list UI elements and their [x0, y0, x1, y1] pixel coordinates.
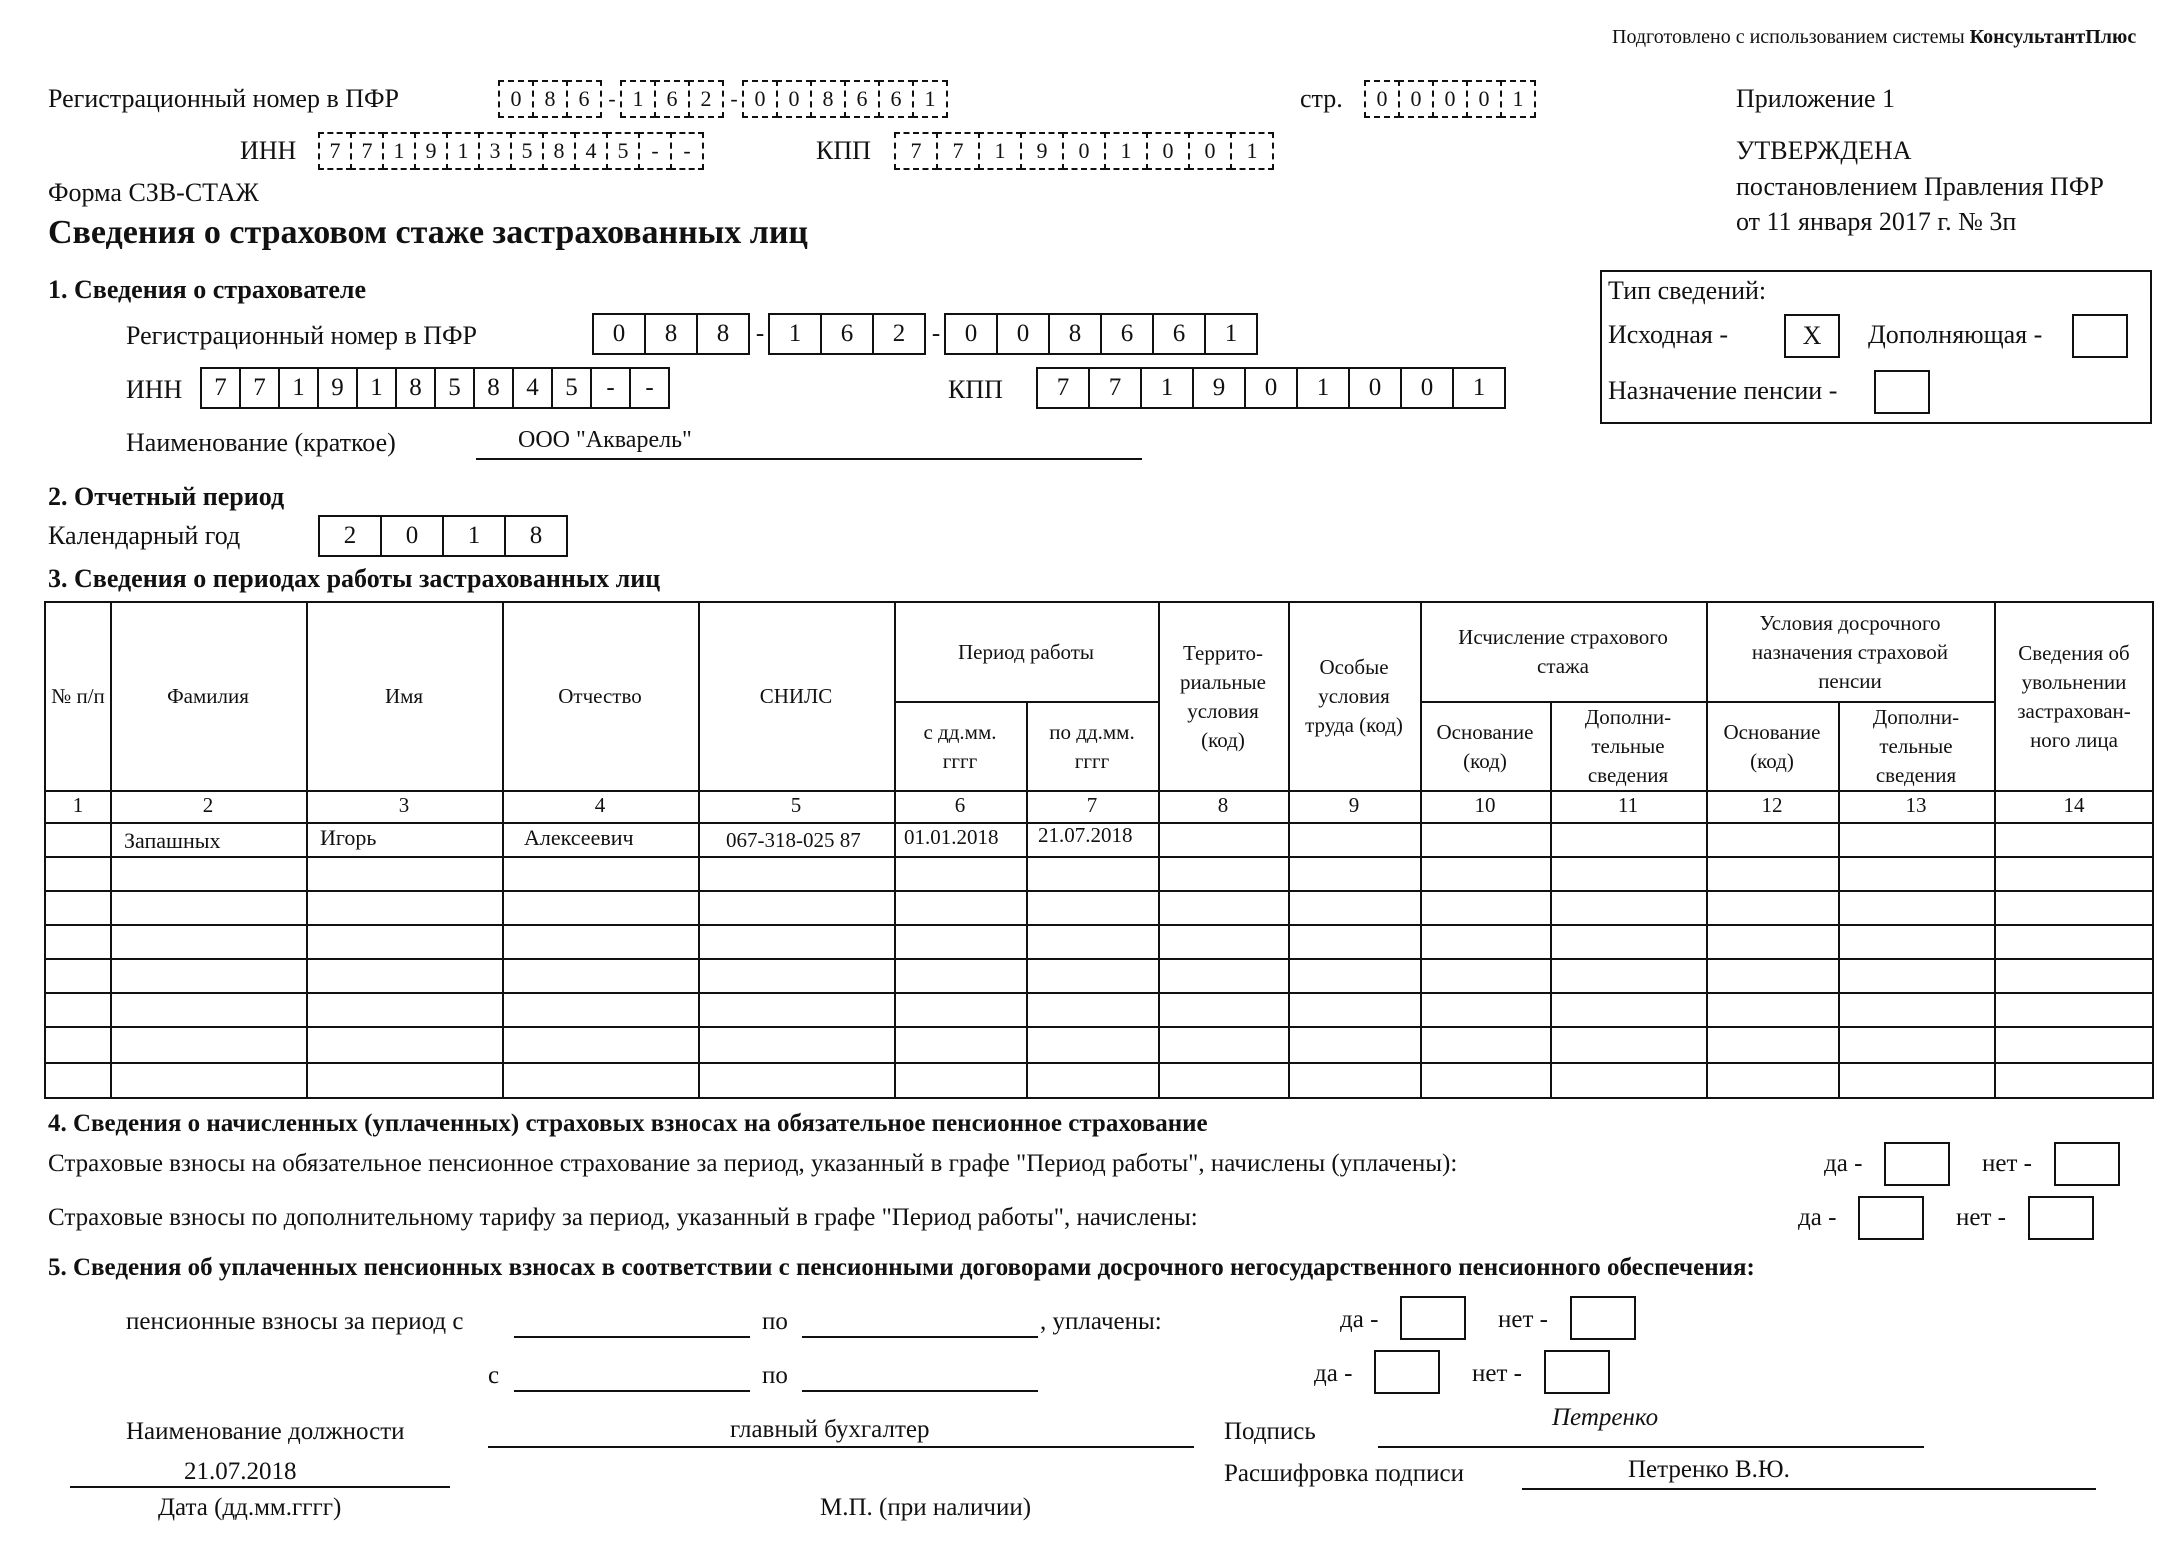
digit-cell: 9 [1192, 367, 1246, 409]
digit-cell: 0 [1348, 367, 1402, 409]
header-inn-label: ИНН [240, 136, 297, 165]
col-period: Период работы [957, 639, 1095, 664]
form-name: Форма СЗВ-СТАЖ [48, 178, 259, 207]
col-number: 8 [1217, 793, 1229, 817]
digit-cell: 8 [696, 313, 750, 355]
digit-cell: 7 [1088, 367, 1142, 409]
s4-line2-no-box[interactable] [2028, 1196, 2094, 1240]
digit-cell: 8 [810, 80, 846, 118]
digit-cell: 8 [532, 80, 568, 118]
digit-cell: 0 [1364, 80, 1400, 118]
col-number: 9 [1348, 793, 1360, 817]
decode-value: Петренко В.Ю. [1628, 1456, 1790, 1483]
digit-cell: 1 [356, 367, 397, 409]
digit-cell: 0 [1400, 367, 1454, 409]
digit-cell: 1 [1230, 132, 1274, 170]
sign-underline [1378, 1446, 1924, 1448]
s5-to-label-1: по [762, 1308, 788, 1335]
page-number [1364, 80, 1536, 118]
digit-cell: 3 [478, 132, 512, 170]
digit-cell: 5 [551, 367, 592, 409]
s2-year-label: Календарный год [48, 521, 241, 550]
form-title: Сведения о страховом стаже застрахованных лиц [48, 214, 809, 251]
digit-cell: - [638, 132, 672, 170]
digit-cell: 9 [414, 132, 448, 170]
col-number: 2 [202, 793, 214, 817]
digit-cell: 0 [1398, 80, 1434, 118]
signature-mark: Петренко [1552, 1404, 1659, 1431]
col-name: Имя [384, 684, 424, 708]
approved-line1: постановлением Правления ПФР [1736, 172, 2104, 201]
s4-line1-yes-box[interactable] [1884, 1142, 1950, 1186]
section5-heading: 5. Сведения об уплаченных пенсионных взносах в соответствии с пенсионными договорами досрочного негосударственного пенсионного обеспечения: [48, 1254, 1755, 1281]
digit-cell: 7 [894, 132, 938, 170]
section4-heading: 4. Сведения о начисленных (уплаченных) страховых взносах на обязательное пенсионное страхование [48, 1110, 1208, 1137]
digit-cell: 6 [654, 80, 690, 118]
appendix-label: Приложение 1 [1736, 84, 1896, 113]
col-calc: Исчисление страхового стажа [1458, 625, 1668, 678]
s5-to-line-2[interactable] [802, 1390, 1038, 1392]
digit-cell: 1 [382, 132, 416, 170]
header-kpp-label: КПП [816, 136, 871, 165]
digit-cell: 5 [606, 132, 640, 170]
digit-cell: 0 [1062, 132, 1106, 170]
digit-cell: 6 [1100, 313, 1154, 355]
s4-line1-yes-label: да - [1824, 1150, 1863, 1177]
digit-cell: 0 [776, 80, 812, 118]
header-reg-number [498, 80, 948, 118]
s2-year [318, 515, 568, 557]
digit-cell: 6 [878, 80, 914, 118]
digit-cell: 6 [1152, 313, 1206, 355]
s1-name-value: ООО "Акварель" [518, 427, 692, 453]
s1-name-label: Наименование (краткое) [126, 428, 396, 457]
initial-checkbox[interactable]: X [1784, 314, 1840, 358]
col-surname: Фамилия [167, 684, 249, 708]
digit-cell: 0 [742, 80, 778, 118]
s5-from-line-1[interactable] [514, 1336, 750, 1338]
col-number: 4 [594, 793, 606, 817]
s5-row1-no-box[interactable] [1570, 1296, 1636, 1340]
digit-cell: 4 [512, 367, 553, 409]
pension-label: Назначение пенсии - [1608, 376, 1838, 405]
digit-cell: 0 [592, 313, 646, 355]
s5-row1-no-label: нет - [1498, 1306, 1548, 1333]
digit-cell: 1 [1140, 367, 1194, 409]
dash-separator: - [931, 320, 941, 347]
position-label: Наименование должности [126, 1418, 405, 1445]
sign-label: Подпись [1224, 1418, 1316, 1445]
row1-from: 01.01.2018 [904, 825, 999, 849]
s1-reg-label: Регистрационный номер в ПФР [126, 321, 477, 350]
digit-cell: 2 [688, 80, 724, 118]
digit-cell: 4 [574, 132, 608, 170]
col-number: 5 [790, 793, 802, 817]
col-number: 14 [2063, 793, 2085, 817]
s5-from-line-2[interactable] [514, 1390, 750, 1392]
dash-separator: - [755, 320, 765, 347]
digit-cell: 0 [1432, 80, 1468, 118]
digit-cell: 0 [1244, 367, 1298, 409]
col-dismissal: Сведения об увольнении застрахован-ного лица [2017, 640, 2131, 752]
prepared-brand: КонсультантПлюс [1969, 26, 2137, 48]
supplementary-label: Дополняющая - [1868, 320, 2043, 349]
position-value: главный бухгалтер [730, 1416, 930, 1443]
row1-name: Игорь [320, 825, 377, 850]
s4-line2-yes-box[interactable] [1858, 1196, 1924, 1240]
s4-line2: Страховые взносы по дополнительному тарифу за период, указанный в графе "Период работы", начислены: [48, 1204, 1198, 1231]
digit-cell: - [590, 367, 631, 409]
col-patronymic: Отчество [558, 684, 642, 708]
work-periods-table [44, 601, 2154, 1099]
digit-cell: 1 [912, 80, 948, 118]
digit-cell: 1 [446, 132, 480, 170]
col-number: 11 [1617, 793, 1639, 817]
row1-surname: Запашных [124, 828, 221, 853]
col-no: № п/п [51, 684, 105, 708]
col-from: с дд.мм. гггг [923, 719, 997, 773]
digit-cell: 1 [278, 367, 319, 409]
approved-title: УТВЕРЖДЕНА [1736, 136, 1912, 165]
digit-cell: 8 [644, 313, 698, 355]
digit-cell: 0 [380, 515, 444, 557]
col-early-extra: Дополни-тельные сведения [1872, 705, 1960, 787]
digit-cell: 1 [1500, 80, 1536, 118]
digit-cell: 5 [510, 132, 544, 170]
digit-cell: 6 [844, 80, 880, 118]
s5-paid-label: , уплачены: [1040, 1308, 1162, 1335]
row1-patronymic: Алексеевич [524, 825, 634, 850]
dash-separator: - [608, 86, 616, 111]
digit-cell: 9 [1020, 132, 1064, 170]
s5-row2-yes-label: да - [1314, 1360, 1353, 1387]
digit-cell: 7 [936, 132, 980, 170]
digit-cell: 0 [996, 313, 1050, 355]
s1-inn-number [200, 367, 670, 409]
digit-cell: 7 [239, 367, 280, 409]
col-number: 1 [72, 793, 84, 817]
s1-kpp-label: КПП [948, 375, 1003, 404]
digit-cell: 8 [473, 367, 514, 409]
col-number: 6 [954, 793, 966, 817]
s4-line1: Страховые взносы на обязательное пенсионное страхование за период, указанный в графе "Период работы", начислены (уплачены): [48, 1150, 1458, 1177]
col-special: Особые условия труда (код) [1305, 655, 1403, 737]
col-to: по дд.мм. гггг [1049, 719, 1135, 773]
digit-cell: 7 [1036, 367, 1090, 409]
s4-line1-no-label: нет - [1982, 1150, 2032, 1177]
prepared-note [1612, 26, 2136, 49]
digit-cell: 1 [442, 515, 506, 557]
digit-cell: 8 [542, 132, 576, 170]
s1-reg-number [592, 313, 1258, 355]
col-snils: СНИЛС [759, 684, 833, 708]
digit-cell: 1 [978, 132, 1022, 170]
approved-line2: от 11 января 2017 г. № 3п [1736, 207, 2017, 236]
s1-name-underline [476, 458, 1142, 460]
s5-row2-no-box[interactable] [1544, 1350, 1610, 1394]
section2-heading: 2. Отчетный период [48, 482, 285, 511]
initial-label: Исходная - [1608, 320, 1729, 349]
date-label: Дата (дд.мм.гггг) [158, 1494, 342, 1521]
digit-cell: 7 [350, 132, 384, 170]
header-kpp-number [894, 132, 1274, 170]
prepared-note-text: Подготовлено с использованием системы [1612, 26, 1965, 48]
pension-checkbox[interactable] [1874, 370, 1930, 414]
s5-to-label-2: по [762, 1362, 788, 1389]
digit-cell: 9 [317, 367, 358, 409]
col-territory: Террито-риальные условия (код) [1180, 640, 1266, 752]
digit-cell: 0 [1466, 80, 1502, 118]
digit-cell: 1 [1204, 313, 1258, 355]
digit-cell: 1 [768, 313, 822, 355]
digit-cell: 0 [1146, 132, 1190, 170]
digit-cell: 8 [504, 515, 568, 557]
s5-row1-yes-box[interactable] [1400, 1296, 1466, 1340]
date-value: 21.07.2018 [184, 1458, 297, 1485]
header-reg-label: Регистрационный номер в ПФР [48, 84, 399, 113]
col-number: 13 [1905, 793, 1927, 817]
digit-cell: 8 [395, 367, 436, 409]
section3-heading: 3. Сведения о периодах работы застрахованных лиц [48, 564, 661, 593]
s5-row1-yes-label: да - [1340, 1306, 1379, 1333]
s1-inn-label: ИНН [126, 375, 183, 404]
s4-line2-yes-label: да - [1798, 1204, 1837, 1231]
supplementary-checkbox[interactable] [2072, 314, 2128, 358]
s5-to-line-1[interactable] [802, 1336, 1038, 1338]
row1-to: 21.07.2018 [1038, 823, 1133, 847]
col-calc-extra: Дополни-тельные сведения [1584, 705, 1672, 787]
digit-cell: 6 [566, 80, 602, 118]
digit-cell: 5 [434, 367, 475, 409]
decode-label: Расшифровка подписи [1224, 1460, 1464, 1487]
digit-cell: 7 [318, 132, 352, 170]
type-box [1600, 270, 2152, 424]
col-number: 3 [398, 793, 410, 817]
s4-line2-no-label: нет - [1956, 1204, 2006, 1231]
date-underline [70, 1486, 450, 1488]
type-box-label: Тип сведений: [1608, 276, 1767, 305]
col-number: 12 [1761, 793, 1783, 817]
digit-cell: - [670, 132, 704, 170]
header-inn-number [318, 132, 704, 170]
digit-cell: 0 [498, 80, 534, 118]
digit-cell: - [629, 367, 670, 409]
digit-cell: 0 [944, 313, 998, 355]
page-label: стр. [1300, 84, 1343, 113]
digit-cell: 2 [318, 515, 382, 557]
digit-cell: 0 [1188, 132, 1232, 170]
stamp-label: М.П. (при наличии) [820, 1494, 1032, 1521]
col-number: 7 [1086, 793, 1098, 817]
s4-line1-no-box[interactable] [2054, 1142, 2120, 1186]
digit-cell: 1 [620, 80, 656, 118]
s5-row2-no-label: нет - [1472, 1360, 1522, 1387]
col-early: Условия досрочного назначения страховой пенсии [1751, 610, 1949, 693]
s1-kpp-number [1036, 367, 1506, 409]
digit-cell: 1 [1104, 132, 1148, 170]
decode-underline [1522, 1488, 2096, 1490]
s5-from-label: с [488, 1362, 500, 1389]
s5-period-label: пенсионные взносы за период с [126, 1308, 464, 1335]
position-underline [488, 1446, 1194, 1448]
row1-snils: 067-318-025 87 [726, 828, 861, 852]
digit-cell: 6 [820, 313, 874, 355]
digit-cell: 8 [1048, 313, 1102, 355]
col-early-basis: Основание (код) [1723, 719, 1821, 773]
s5-row2-yes-box[interactable] [1374, 1350, 1440, 1394]
digit-cell: 2 [872, 313, 926, 355]
digit-cell: 1 [1296, 367, 1350, 409]
section1-heading: 1. Сведения о страхователе [48, 275, 366, 304]
col-number: 10 [1474, 793, 1496, 817]
digit-cell: 7 [200, 367, 241, 409]
digit-cell: 1 [1452, 367, 1506, 409]
col-calc-basis: Основание (код) [1436, 719, 1534, 773]
dash-separator: - [730, 86, 738, 111]
